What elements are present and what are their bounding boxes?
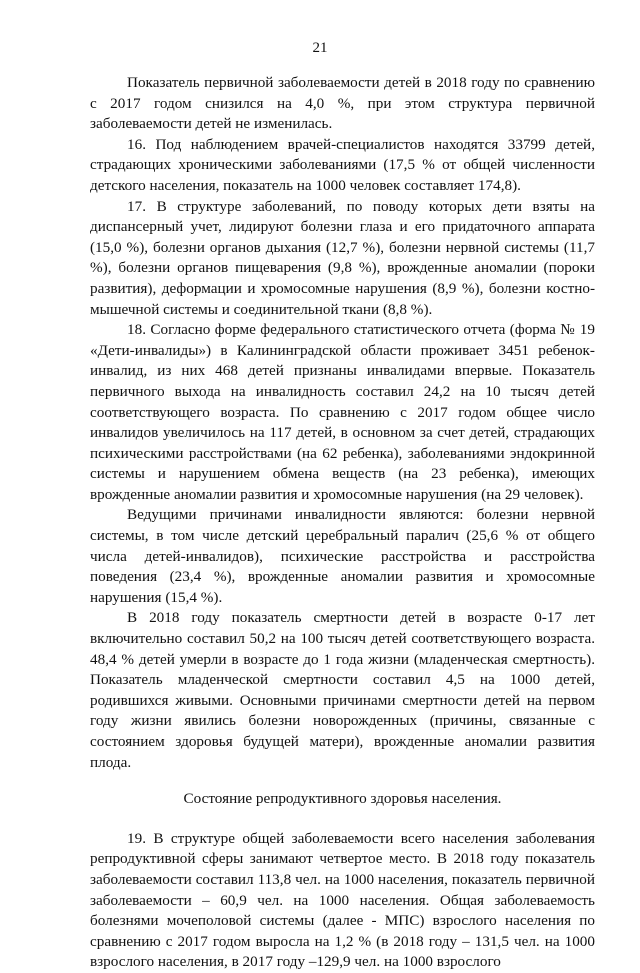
paragraph-16-chronic-diseases: 16. Под наблюдением врачей-специалистов находятся 33799 детей, страдающих хроническими заболеваниями (17,5 % от общей численности детского населения, показатель на 1000 человек составляет 174,8). bbox=[90, 135, 595, 194]
paragraph-19-reproductive-health: 19. В структуре общей заболеваемости всего населения заболевания репродуктивной сферы занимают четвертое место. В 2018 году показатель заболеваемости составил 113,8 чел. на 1000 населения, показатель первичной заболеваемости – 60,9 чел. на 1000 населения. Общая заболеваемость болезнями мочеполовой системы (далее - МПС) взрослого населения по сравнению с 2017 годом выросла на 1,2 % (в 2018 году – 131,5 чел. на 1000 взрослого населения, в 2017 году –129,9 чел. на 1000 взрослого bbox=[90, 829, 595, 971]
document-body bbox=[90, 73, 595, 973]
paragraph-17-dispensary-structure: 17. В структуре заболеваний, по поводу которых дети взяты на диспансерный учет, лидируют болезни глаза и его придаточного аппарата (15,0 %), болезни органов дыхания (12,7 %), болезни нервной системы (11,7 %), болезни органов пищеварения (9,8 %), врожденные аномалии (пороки развития), деформации и хромосомные нарушения (8,9 %), болезни костно-мышечной системы и соединительной ткани (8,8 %). bbox=[90, 197, 595, 318]
paragraph-child-mortality: В 2018 году показатель смертности детей в возрасте 0-17 лет включительно составил 50,2 на 100 тысяч детей соответствующего возраста. 48,4 % детей умерли в возрасте до 1 года жизни (младенческая смертность). Показатель младенческой смертности составил 4,5 на 1000 детей, родившихся живыми. Основными причинами смертности детей на первом году жизни явились болезни новорожденных (причины, связанные с состоянием здоровья будущей матери), врожденные аномалии развития плода. bbox=[90, 609, 595, 771]
paragraph-disability-causes: Ведущими причинами инвалидности являются: болезни нервной системы, в том числе детский церебральный паралич (25,6 % от общего числа детей-инвалидов), психические расстройства и расстройства поведения (23,4 %), врожденные аномалии развития и хромосомные нарушения (15,4 %). bbox=[90, 506, 595, 606]
paragraph-primary-morbidity: Показатель первичной заболеваемости детей в 2018 году по сравнению с 2017 годом снизился на 4,0 %, при этом структура первичной заболеваемости детей не изменилась. bbox=[90, 74, 595, 133]
section-heading: Состояние репродуктивного здоровья населения. bbox=[183, 790, 502, 808]
paragraph-18-disabled-children: 18. Согласно форме федерального статистического отчета (форма № 19 «Дети-инвалиды») в Калининградской области проживает 3451 ребенок-инвалид, из них 468 детей признаны инвалидами впервые. Показатель первичного выхода на инвалидность составил 24,2 на 10 тысяч детей соответствующего возраста. По сравнению с 2017 годом общее число инвалидов увеличилось на 117 детей, в основном за счет детей, страдающих психическими расстройствами (на 62 ребенка), заболеваниями эндокринной системы и нарушением обмена веществ (на 23 ребенка), имеющих врожденные аномалии развития и хромосомные нарушения (на 29 человек). bbox=[90, 321, 595, 503]
page-number: 21 bbox=[312, 40, 328, 56]
